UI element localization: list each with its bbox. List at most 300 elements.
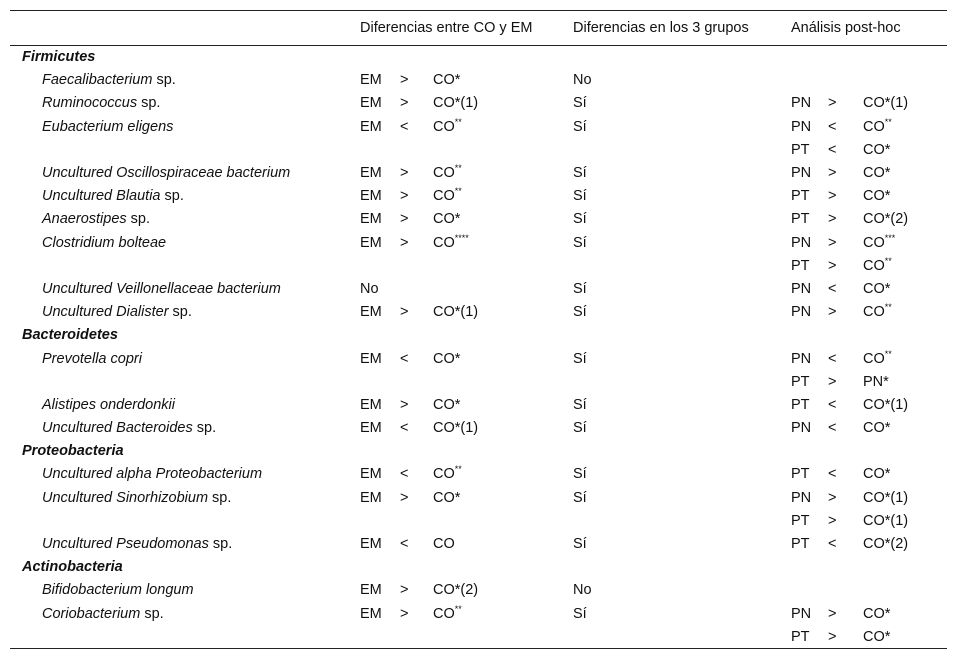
- comparison-right: CO*(1): [863, 95, 909, 112]
- empty-cell: [573, 509, 791, 532]
- table-row: [10, 115, 947, 138]
- co-em-cell: [360, 161, 573, 184]
- three-groups-cell: Sí: [573, 234, 587, 251]
- comparison: [791, 536, 908, 552]
- comparison: [360, 490, 460, 506]
- empty-cell: [360, 254, 573, 277]
- table-row: [10, 347, 947, 370]
- species-name-italic: Uncultured Dialister: [42, 304, 169, 321]
- empty-cell: [573, 370, 791, 393]
- comparison-right: CO*(1): [863, 489, 909, 506]
- comparison-operator: >: [828, 165, 837, 182]
- comparison-left: PT: [791, 188, 810, 205]
- comparison: [791, 116, 892, 135]
- empty-cell: [573, 556, 791, 579]
- three-groups-cell: No: [573, 582, 592, 599]
- species-name: Faecalibacterium sp.: [42, 72, 176, 89]
- empty-cell: [10, 138, 360, 161]
- comparison: [360, 188, 462, 204]
- comparison-left: EM: [360, 165, 382, 182]
- species-name-italic: Bifidobacterium longum: [42, 582, 194, 599]
- comparison-right: CO*(2): [433, 582, 479, 599]
- three-groups-cell: Sí: [573, 489, 587, 506]
- comparison-right: CO**: [433, 603, 462, 622]
- post-hoc-cell: [791, 347, 947, 370]
- species-name: Uncultured Dialister sp.: [42, 304, 192, 321]
- comparison: [791, 142, 890, 158]
- post-hoc-cell: [791, 301, 947, 324]
- table-row: [10, 161, 947, 184]
- empty-cell: [791, 46, 947, 69]
- comparison-operator: >: [400, 95, 409, 112]
- empty-cell: [10, 509, 360, 532]
- post-hoc-cell: [791, 486, 947, 509]
- species-name: [10, 161, 360, 184]
- species-name: Anaerostipes sp.: [42, 211, 151, 228]
- comparison-operator: >: [828, 373, 837, 390]
- table-header-row: [10, 11, 947, 46]
- empty-cell: [791, 556, 947, 579]
- table-row: [10, 509, 947, 532]
- comparison-right: CO*(1): [433, 304, 479, 321]
- species-name-italic: Prevotella copri: [42, 350, 142, 367]
- comparison-left: PT: [791, 466, 810, 483]
- co-em-cell: [360, 185, 573, 208]
- table-row: [10, 625, 947, 648]
- comparison-left: PN: [791, 234, 812, 251]
- comparison-right: CO**: [863, 348, 892, 367]
- post-hoc-cell: [791, 208, 947, 231]
- phylum-label: Proteobacteria: [22, 443, 124, 460]
- comparison: [791, 165, 890, 181]
- phylum-label: Bacteroidetes: [22, 327, 118, 344]
- species-name-italic: Ruminococcus: [42, 95, 138, 112]
- comparison-left: EM: [360, 72, 382, 89]
- comparison-left: EM: [360, 118, 382, 135]
- comparison-operator: >: [828, 95, 837, 112]
- species-name: [10, 231, 360, 254]
- comparison: [360, 116, 462, 135]
- comparison-operator: <: [828, 396, 837, 413]
- empty-cell: [573, 625, 791, 648]
- species-name-italic: Coriobacterium: [42, 605, 141, 622]
- results-table: [10, 10, 947, 649]
- comparison-left: EM: [360, 95, 382, 112]
- co-em-cell: [360, 231, 573, 254]
- co-em-cell: [360, 347, 573, 370]
- table-row: [10, 532, 947, 555]
- comparison-left: PN: [791, 118, 812, 135]
- three-groups-cell: Sí: [573, 165, 587, 182]
- comparison-operator: >: [828, 628, 837, 645]
- species-name: [10, 115, 360, 138]
- post-hoc-cell: [791, 138, 947, 161]
- post-hoc-cell: [791, 393, 947, 416]
- co-em-cell: [360, 417, 573, 440]
- comparison: [360, 466, 462, 482]
- group-row: [10, 46, 947, 69]
- species-name-italic: Uncultured Oscillospiraceae bacterium: [42, 165, 291, 182]
- post-hoc-cell: [791, 69, 947, 92]
- comparison-left: PN: [791, 420, 812, 437]
- significance-mark: **: [454, 603, 462, 614]
- three-groups-cell: Sí: [573, 396, 587, 413]
- empty-cell: [360, 370, 573, 393]
- comparison: [791, 606, 890, 622]
- comparison-operator: >: [400, 72, 409, 89]
- significance-mark: **: [454, 186, 462, 197]
- post-hoc-cell: [791, 231, 947, 254]
- comparison-right: CO**: [433, 186, 462, 205]
- comparison: [791, 188, 890, 204]
- comparison-operator: >: [400, 304, 409, 321]
- comparison-operator: >: [400, 582, 409, 599]
- comparison-left: PT: [791, 257, 810, 274]
- table-row: [10, 393, 947, 416]
- species-name: Uncultured Blautia sp.: [42, 188, 184, 205]
- significance-mark: **: [884, 348, 892, 359]
- comparison: [791, 255, 892, 274]
- table-row: [10, 463, 947, 486]
- comparison: [791, 420, 890, 436]
- comparison-operator: <: [828, 420, 837, 437]
- empty-cell: [360, 46, 573, 69]
- empty-cell: [573, 138, 791, 161]
- comparison: [360, 420, 478, 436]
- table-row: [10, 301, 947, 324]
- phylum-label: Firmicutes: [22, 49, 96, 66]
- comparison: [360, 281, 433, 297]
- empty-cell: [360, 440, 573, 463]
- header-co-em: Diferencias entre CO y EM: [360, 11, 573, 46]
- comparison-left: PT: [791, 628, 810, 645]
- comparison-left: PT: [791, 512, 810, 529]
- species-name: Uncultured Sinorhizobium sp.: [42, 489, 232, 506]
- species-name-italic: Alistipes onderdonkii: [42, 396, 175, 413]
- comparison: [791, 232, 896, 251]
- comparison-operator: >: [828, 188, 837, 205]
- comparison-left: PN: [791, 489, 812, 506]
- comparison-operator: >: [828, 211, 837, 228]
- header-post-hoc: Análisis post-hoc: [791, 11, 947, 46]
- comparison-left: PN: [791, 95, 812, 112]
- comparison-left: PT: [791, 536, 810, 553]
- comparison-right: CO*: [433, 211, 461, 228]
- comparison: [791, 374, 889, 390]
- species-name: Coriobacterium sp.: [42, 605, 164, 622]
- three-groups-cell: Sí: [573, 95, 587, 112]
- significance-mark: **: [454, 116, 462, 127]
- post-hoc-cell: [791, 417, 947, 440]
- species-name: Uncultured Pseudomonas sp.: [42, 536, 233, 553]
- table-row: [10, 92, 947, 115]
- comparison-operator: >: [828, 605, 837, 622]
- phylum-label: Actinobacteria: [22, 559, 123, 576]
- empty-cell: [573, 254, 791, 277]
- comparison-operator: >: [828, 304, 837, 321]
- comparison-right: CO**: [863, 255, 892, 274]
- post-hoc-cell: [791, 115, 947, 138]
- comparison-left: EM: [360, 489, 382, 506]
- post-hoc-cell: [791, 602, 947, 625]
- comparison-right: CO***: [863, 232, 896, 251]
- empty-cell: [360, 556, 573, 579]
- table-row: [10, 138, 947, 161]
- comparison-operator: >: [828, 512, 837, 529]
- empty-cell: [10, 254, 360, 277]
- comparison-operator: >: [400, 489, 409, 506]
- species-name: Uncultured Bacteroides sp.: [42, 420, 217, 437]
- post-hoc-cell: [791, 532, 947, 555]
- significance-mark: **: [884, 302, 892, 313]
- comparison-operator: >: [400, 605, 409, 622]
- comparison-right: CO*: [433, 350, 461, 367]
- table-row: [10, 370, 947, 393]
- empty-cell: [573, 324, 791, 347]
- empty-cell: [360, 509, 573, 532]
- empty-cell: [10, 370, 360, 393]
- comparison: [360, 232, 469, 251]
- comparison-left: PN: [791, 280, 812, 297]
- significance-mark: ****: [454, 232, 469, 243]
- comparison-left: EM: [360, 211, 382, 228]
- comparison-right: CO*: [863, 628, 891, 645]
- comparison-right: CO**: [863, 116, 892, 135]
- comparison-left: EM: [360, 582, 382, 599]
- significance-mark: **: [884, 255, 892, 266]
- three-groups-cell: Sí: [573, 211, 587, 228]
- empty-cell: [573, 46, 791, 69]
- group-row: [10, 440, 947, 463]
- comparison-left: EM: [360, 350, 382, 367]
- three-groups-cell: Sí: [573, 188, 587, 205]
- comparison-left: EM: [360, 420, 382, 437]
- comparison: [791, 513, 908, 529]
- comparison-operator: >: [400, 211, 409, 228]
- comparison: [360, 211, 460, 227]
- comparison-right: CO**: [433, 116, 462, 135]
- comparison-operator: <: [400, 118, 409, 135]
- post-hoc-cell: [791, 579, 947, 602]
- co-em-cell: [360, 486, 573, 509]
- comparison-left: EM: [360, 396, 382, 413]
- group-row: [10, 324, 947, 347]
- three-groups-cell: Sí: [573, 605, 587, 622]
- species-name-italic: Eubacterium eligens: [42, 118, 174, 135]
- empty-cell: [10, 625, 360, 648]
- significance-mark: **: [884, 116, 892, 127]
- significance-mark: **: [454, 163, 462, 174]
- table-row: [10, 602, 947, 625]
- comparison-right: CO*: [863, 466, 891, 483]
- comparison: [360, 351, 460, 367]
- comparison-left: PN: [791, 304, 812, 321]
- comparison-operator: <: [400, 420, 409, 437]
- comparison-operator: >: [400, 165, 409, 182]
- header-three-groups: Diferencias en los 3 grupos: [573, 11, 791, 46]
- comparison-right: CO*: [433, 396, 461, 413]
- comparison: [791, 490, 908, 506]
- species-name-italic: Anaerostipes: [42, 211, 127, 228]
- comparison: [791, 466, 890, 482]
- comparison-left: PT: [791, 141, 810, 158]
- comparison: [360, 165, 462, 181]
- species-name-italic: Clostridium bolteae: [42, 234, 167, 251]
- post-hoc-cell: [791, 92, 947, 115]
- three-groups-cell: Sí: [573, 280, 587, 297]
- three-groups-cell: Sí: [573, 118, 587, 135]
- comparison-left: No: [360, 280, 379, 297]
- co-em-cell: [360, 277, 573, 300]
- post-hoc-cell: [791, 625, 947, 648]
- comparison-right: CO*: [863, 188, 891, 205]
- comparison-operator: <: [400, 536, 409, 553]
- post-hoc-cell: [791, 370, 947, 393]
- species-name: [10, 347, 360, 370]
- empty-cell: [360, 625, 573, 648]
- comparison-operator: <: [400, 466, 409, 483]
- species-name: [10, 277, 360, 300]
- three-groups-cell: Sí: [573, 304, 587, 321]
- co-em-cell: [360, 92, 573, 115]
- post-hoc-cell: [791, 254, 947, 277]
- comparison-right: CO*: [863, 141, 891, 158]
- comparison-left: PN: [791, 605, 812, 622]
- comparison-left: PT: [791, 396, 810, 413]
- table-row: [10, 254, 947, 277]
- table-row: [10, 579, 947, 602]
- post-hoc-cell: [791, 185, 947, 208]
- species-name-italic: Uncultured Sinorhizobium: [42, 489, 209, 506]
- three-groups-cell: Sí: [573, 420, 587, 437]
- comparison-operator: <: [400, 350, 409, 367]
- comparison-operator: <: [828, 141, 837, 158]
- comparison-right: CO**: [433, 464, 462, 483]
- empty-cell: [791, 324, 947, 347]
- comparison: [360, 603, 462, 622]
- table-row: [10, 69, 947, 92]
- comparison-operator: <: [828, 350, 837, 367]
- post-hoc-cell: [791, 509, 947, 532]
- comparison-right: CO: [433, 536, 455, 553]
- comparison-left: EM: [360, 304, 382, 321]
- comparison-right: CO*(2): [863, 211, 909, 228]
- comparison-right: CO*: [433, 72, 461, 89]
- co-em-cell: [360, 115, 573, 138]
- species-name: [10, 579, 360, 602]
- empty-cell: [360, 324, 573, 347]
- post-hoc-cell: [791, 161, 947, 184]
- comparison-right: CO*: [433, 489, 461, 506]
- comparison-operator: >: [400, 188, 409, 205]
- comparison-right: CO*: [863, 420, 891, 437]
- comparison-right: CO*(1): [433, 420, 479, 437]
- comparison: [360, 304, 478, 320]
- table-row: [10, 417, 947, 440]
- post-hoc-cell: [791, 463, 947, 486]
- comparison-right: CO*: [863, 280, 891, 297]
- comparison: [791, 281, 890, 297]
- table-row: [10, 277, 947, 300]
- significance-mark: **: [454, 464, 462, 475]
- co-em-cell: [360, 69, 573, 92]
- comparison-operator: >: [828, 257, 837, 274]
- comparison-operator: <: [828, 536, 837, 553]
- comparison-left: EM: [360, 234, 382, 251]
- table-body: [10, 46, 947, 649]
- comparison: [791, 397, 908, 413]
- co-em-cell: [360, 208, 573, 231]
- comparison-operator: >: [828, 489, 837, 506]
- species-name-italic: Faecalibacterium: [42, 72, 153, 89]
- comparison: [791, 211, 908, 227]
- species-name-italic: Uncultured Bacteroides: [42, 420, 193, 437]
- species-name-italic: Uncultured Veillonellaceae bacterium: [42, 280, 281, 297]
- comparison: [360, 95, 478, 111]
- co-em-cell: [360, 602, 573, 625]
- comparison-left: PN: [791, 350, 812, 367]
- species-name-italic: Uncultured alpha Proteobacterium: [42, 466, 263, 483]
- three-groups-cell: No: [573, 72, 592, 89]
- comparison-operator: >: [400, 396, 409, 413]
- comparison-operator: >: [828, 234, 837, 251]
- comparison-left: EM: [360, 536, 382, 553]
- empty-cell: [573, 440, 791, 463]
- comparison: [360, 536, 455, 552]
- comparison: [360, 72, 460, 88]
- species-name-italic: Uncultured Blautia: [42, 188, 161, 205]
- species-name-italic: Uncultured Pseudomonas: [42, 536, 209, 553]
- comparison-operator: >: [400, 234, 409, 251]
- empty-cell: [360, 138, 573, 161]
- header-blank: [10, 11, 360, 46]
- table-row: [10, 208, 947, 231]
- co-em-cell: [360, 393, 573, 416]
- species-name: Ruminococcus sp.: [42, 95, 161, 112]
- three-groups-cell: Sí: [573, 466, 587, 483]
- comparison-right: CO*(1): [863, 396, 909, 413]
- group-row: [10, 556, 947, 579]
- table-container: [10, 10, 947, 649]
- comparison-right: CO*: [863, 605, 891, 622]
- comparison-left: EM: [360, 188, 382, 205]
- comparison: [791, 629, 890, 645]
- co-em-cell: [360, 532, 573, 555]
- empty-cell: [791, 440, 947, 463]
- comparison-left: EM: [360, 466, 382, 483]
- table-row: [10, 231, 947, 254]
- comparison-operator: <: [828, 466, 837, 483]
- comparison-operator: <: [828, 118, 837, 135]
- comparison: [360, 582, 478, 598]
- comparison-right: CO**: [433, 163, 462, 182]
- comparison-left: EM: [360, 605, 382, 622]
- comparison-right: CO****: [433, 232, 469, 251]
- comparison-left: PN: [791, 165, 812, 182]
- three-groups-cell: Sí: [573, 536, 587, 553]
- co-em-cell: [360, 463, 573, 486]
- co-em-cell: [360, 301, 573, 324]
- post-hoc-cell: [791, 277, 947, 300]
- species-name: [10, 393, 360, 416]
- comparison-right: CO**: [863, 302, 892, 321]
- significance-mark: ***: [884, 232, 896, 243]
- three-groups-cell: Sí: [573, 350, 587, 367]
- comparison: [791, 348, 892, 367]
- comparison: [360, 397, 460, 413]
- comparison-operator: <: [828, 280, 837, 297]
- comparison-right: CO*(1): [433, 95, 479, 112]
